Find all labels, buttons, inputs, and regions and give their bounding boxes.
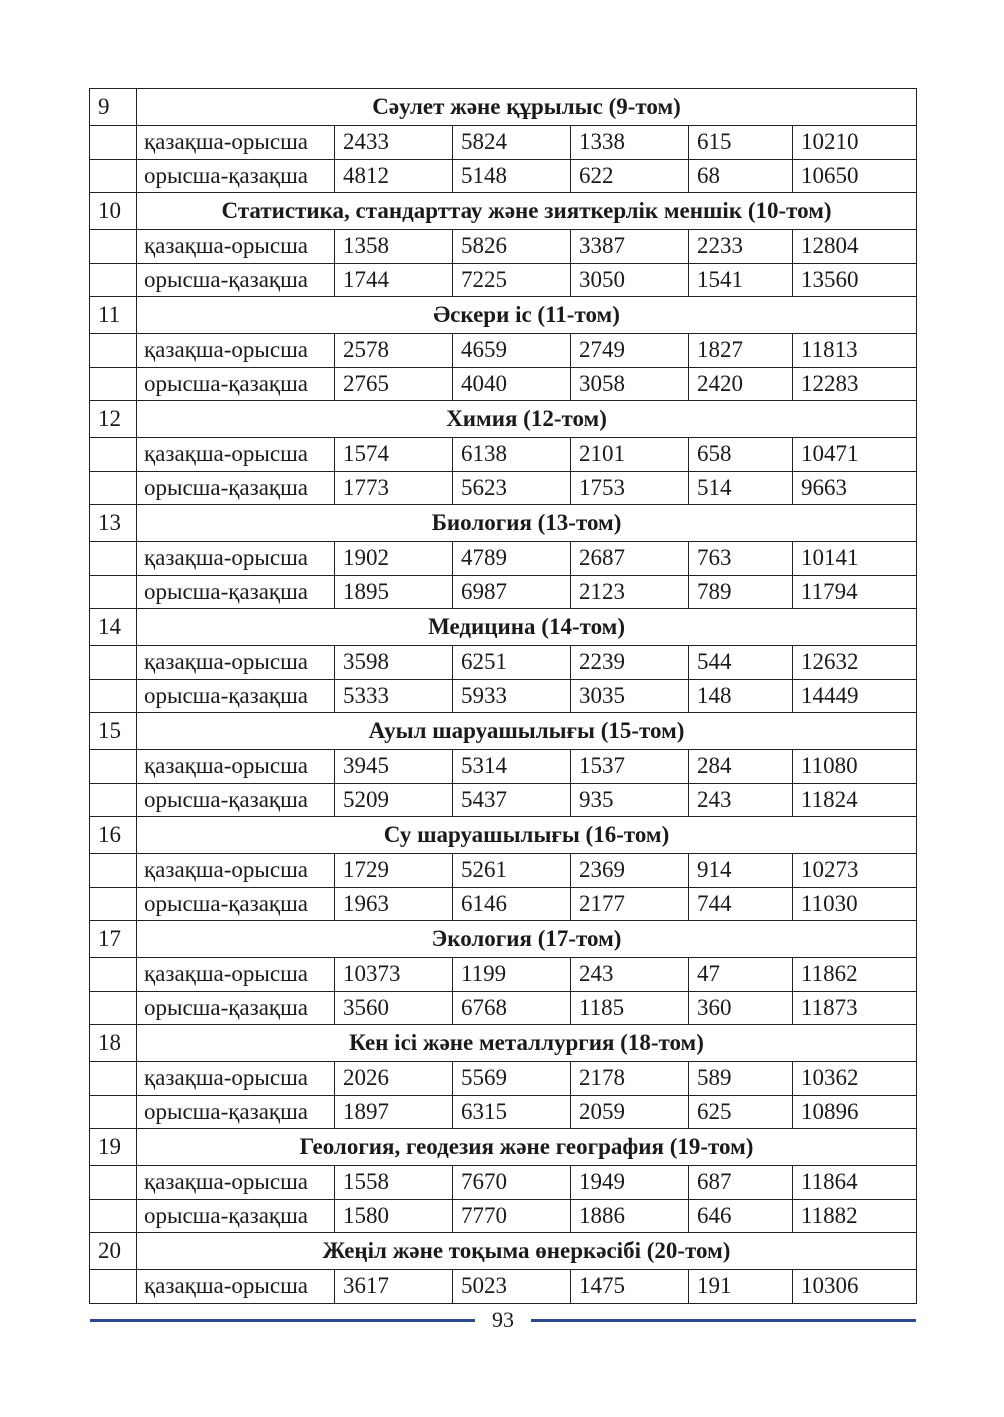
section-title: Әскери іс (11-том) (137, 297, 917, 334)
value-cell: 1949 (571, 1166, 689, 1200)
value-cell: 11080 (793, 750, 917, 784)
value-cell: 5333 (335, 679, 453, 713)
section-number: 20 (90, 1233, 137, 1270)
section-header-row (90, 401, 917, 438)
value-cell: 4659 (453, 334, 571, 368)
value-cell: 1537 (571, 750, 689, 784)
table-row (90, 126, 917, 160)
value-cell: 4789 (453, 542, 571, 576)
language-direction-cell: орысша-қазақша (137, 263, 335, 297)
value-cell: 1475 (571, 1270, 689, 1304)
value-cell: 13560 (793, 263, 917, 297)
table-row (90, 159, 917, 193)
section-number: 11 (90, 297, 137, 334)
language-direction-cell: орысша-қазақша (137, 1095, 335, 1129)
language-direction-cell: орысша-қазақша (137, 1199, 335, 1233)
table-row (90, 334, 917, 368)
value-cell: 4812 (335, 159, 453, 193)
value-cell: 11873 (793, 991, 917, 1025)
value-cell: 3035 (571, 679, 689, 713)
value-cell: 12632 (793, 646, 917, 680)
value-cell: 4040 (453, 367, 571, 401)
value-cell: 11824 (793, 783, 917, 817)
section-header-row (90, 193, 917, 230)
value-cell: 11794 (793, 575, 917, 609)
table-row (90, 230, 917, 264)
language-direction-cell: қазақша-орысша (137, 334, 335, 368)
section-header-row (90, 89, 917, 126)
value-cell: 1753 (571, 471, 689, 505)
value-cell: 2433 (335, 126, 453, 160)
table-row (90, 854, 917, 888)
empty-cell (90, 334, 137, 368)
section-number: 13 (90, 505, 137, 542)
section-number: 10 (90, 193, 137, 230)
value-cell: 10373 (335, 958, 453, 992)
language-direction-cell: қазақша-орысша (137, 958, 335, 992)
value-cell: 1902 (335, 542, 453, 576)
section-title: Медицина (14-том) (137, 609, 917, 646)
language-direction-cell: орысша-қазақша (137, 471, 335, 505)
value-cell: 544 (689, 646, 793, 680)
section-header-row (90, 1129, 917, 1166)
empty-cell (90, 542, 137, 576)
language-direction-cell: орысша-қазақша (137, 575, 335, 609)
section-header-row (90, 713, 917, 750)
empty-cell (90, 263, 137, 297)
value-cell: 11882 (793, 1199, 917, 1233)
section-title: Кен ісі және металлургия (18-том) (137, 1025, 917, 1062)
value-cell: 5023 (453, 1270, 571, 1304)
table-row (90, 367, 917, 401)
value-cell: 7225 (453, 263, 571, 297)
value-cell: 2420 (689, 367, 793, 401)
language-direction-cell: қазақша-орысша (137, 646, 335, 680)
value-cell: 2765 (335, 367, 453, 401)
value-cell: 5437 (453, 783, 571, 817)
table-row (90, 542, 917, 576)
table-row (90, 646, 917, 680)
table-row (90, 1166, 917, 1200)
value-cell: 12804 (793, 230, 917, 264)
section-title: Жеңіл және тоқыма өнеркәсібі (20-том) (137, 1233, 917, 1270)
value-cell: 5148 (453, 159, 571, 193)
value-cell: 2178 (571, 1062, 689, 1096)
section-header-row (90, 921, 917, 958)
table-row (90, 750, 917, 784)
value-cell: 6138 (453, 438, 571, 472)
empty-cell (90, 126, 137, 160)
value-cell: 9663 (793, 471, 917, 505)
section-title: Химия (12-том) (137, 401, 917, 438)
value-cell: 1744 (335, 263, 453, 297)
value-cell: 10362 (793, 1062, 917, 1096)
value-cell: 243 (571, 958, 689, 992)
value-cell: 2239 (571, 646, 689, 680)
value-cell: 6987 (453, 575, 571, 609)
empty-cell (90, 783, 137, 817)
language-direction-cell: қазақша-орысша (137, 542, 335, 576)
value-cell: 1541 (689, 263, 793, 297)
value-cell: 1558 (335, 1166, 453, 1200)
language-direction-cell: қазақша-орысша (137, 854, 335, 888)
value-cell: 514 (689, 471, 793, 505)
terminology-stats-table (89, 88, 917, 1304)
value-cell: 6315 (453, 1095, 571, 1129)
value-cell: 10650 (793, 159, 917, 193)
value-cell: 1895 (335, 575, 453, 609)
value-cell: 5933 (453, 679, 571, 713)
value-cell: 11813 (793, 334, 917, 368)
empty-cell (90, 1199, 137, 1233)
value-cell: 191 (689, 1270, 793, 1304)
footer-rule-right (531, 1319, 916, 1322)
section-title: Биология (13-том) (137, 505, 917, 542)
value-cell: 744 (689, 887, 793, 921)
value-cell: 3945 (335, 750, 453, 784)
empty-cell (90, 679, 137, 713)
empty-cell (90, 750, 137, 784)
language-direction-cell: орысша-қазақша (137, 367, 335, 401)
value-cell: 763 (689, 542, 793, 576)
value-cell: 284 (689, 750, 793, 784)
language-direction-cell: орысша-қазақша (137, 679, 335, 713)
value-cell: 5569 (453, 1062, 571, 1096)
value-cell: 615 (689, 126, 793, 160)
table-row (90, 991, 917, 1025)
empty-cell (90, 1095, 137, 1129)
section-title: Сәулет және құрылыс (9-том) (137, 89, 917, 126)
value-cell: 1729 (335, 854, 453, 888)
empty-cell (90, 854, 137, 888)
section-title: Экология (17-том) (137, 921, 917, 958)
empty-cell (90, 1270, 137, 1304)
empty-cell (90, 438, 137, 472)
empty-cell (90, 646, 137, 680)
section-header-row (90, 505, 917, 542)
footer-rule-left (90, 1319, 475, 1322)
language-direction-cell: орысша-қазақша (137, 991, 335, 1025)
section-header-row (90, 817, 917, 854)
value-cell: 1963 (335, 887, 453, 921)
value-cell: 3598 (335, 646, 453, 680)
value-cell: 1897 (335, 1095, 453, 1129)
value-cell: 3617 (335, 1270, 453, 1304)
value-cell: 10306 (793, 1270, 917, 1304)
table-row (90, 887, 917, 921)
value-cell: 3560 (335, 991, 453, 1025)
value-cell: 914 (689, 854, 793, 888)
page-footer (90, 1305, 916, 1335)
value-cell: 646 (689, 1199, 793, 1233)
value-cell: 1358 (335, 230, 453, 264)
value-cell: 12283 (793, 367, 917, 401)
section-number: 19 (90, 1129, 137, 1166)
value-cell: 935 (571, 783, 689, 817)
value-cell: 5209 (335, 783, 453, 817)
value-cell: 5824 (453, 126, 571, 160)
empty-cell (90, 575, 137, 609)
value-cell: 10273 (793, 854, 917, 888)
value-cell: 1338 (571, 126, 689, 160)
value-cell: 2059 (571, 1095, 689, 1129)
value-cell: 3058 (571, 367, 689, 401)
value-cell: 1574 (335, 438, 453, 472)
table-row (90, 958, 917, 992)
empty-cell (90, 991, 137, 1025)
value-cell: 1580 (335, 1199, 453, 1233)
value-cell: 68 (689, 159, 793, 193)
value-cell: 7770 (453, 1199, 571, 1233)
section-number: 17 (90, 921, 137, 958)
value-cell: 2026 (335, 1062, 453, 1096)
language-direction-cell: орысша-қазақша (137, 159, 335, 193)
value-cell: 1185 (571, 991, 689, 1025)
value-cell: 2687 (571, 542, 689, 576)
empty-cell (90, 159, 137, 193)
value-cell: 2101 (571, 438, 689, 472)
value-cell: 589 (689, 1062, 793, 1096)
language-direction-cell: қазақша-орысша (137, 126, 335, 160)
table-row (90, 679, 917, 713)
section-header-row (90, 609, 917, 646)
section-number: 15 (90, 713, 137, 750)
section-title: Ауыл шаруашылығы (15-том) (137, 713, 917, 750)
table-row (90, 1062, 917, 1096)
value-cell: 2749 (571, 334, 689, 368)
table-row (90, 471, 917, 505)
language-direction-cell: қазақша-орысша (137, 438, 335, 472)
empty-cell (90, 1062, 137, 1096)
empty-cell (90, 367, 137, 401)
value-cell: 1773 (335, 471, 453, 505)
language-direction-cell: қазақша-орысша (137, 230, 335, 264)
value-cell: 2123 (571, 575, 689, 609)
value-cell: 2233 (689, 230, 793, 264)
value-cell: 5314 (453, 750, 571, 784)
value-cell: 6768 (453, 991, 571, 1025)
value-cell: 622 (571, 159, 689, 193)
value-cell: 148 (689, 679, 793, 713)
value-cell: 687 (689, 1166, 793, 1200)
table-row (90, 1095, 917, 1129)
section-header-row (90, 1233, 917, 1270)
section-number: 9 (90, 89, 137, 126)
value-cell: 10896 (793, 1095, 917, 1129)
empty-cell (90, 1166, 137, 1200)
value-cell: 1199 (453, 958, 571, 992)
value-cell: 3050 (571, 263, 689, 297)
value-cell: 6146 (453, 887, 571, 921)
empty-cell (90, 958, 137, 992)
value-cell: 5261 (453, 854, 571, 888)
value-cell: 11030 (793, 887, 917, 921)
value-cell: 3387 (571, 230, 689, 264)
table-row (90, 1270, 917, 1304)
value-cell: 14449 (793, 679, 917, 713)
language-direction-cell: қазақша-орысша (137, 1166, 335, 1200)
section-number: 12 (90, 401, 137, 438)
value-cell: 5826 (453, 230, 571, 264)
section-number: 16 (90, 817, 137, 854)
table-row (90, 438, 917, 472)
value-cell: 11862 (793, 958, 917, 992)
value-cell: 10210 (793, 126, 917, 160)
section-header-row (90, 297, 917, 334)
section-number: 18 (90, 1025, 137, 1062)
empty-cell (90, 471, 137, 505)
value-cell: 789 (689, 575, 793, 609)
value-cell: 47 (689, 958, 793, 992)
table-row (90, 263, 917, 297)
value-cell: 1886 (571, 1199, 689, 1233)
value-cell: 2578 (335, 334, 453, 368)
value-cell: 360 (689, 991, 793, 1025)
value-cell: 2369 (571, 854, 689, 888)
value-cell: 6251 (453, 646, 571, 680)
section-title: Статистика, стандарттау және зияткерлік меншік (10-том) (137, 193, 917, 230)
value-cell: 1827 (689, 334, 793, 368)
value-cell: 243 (689, 783, 793, 817)
language-direction-cell: қазақша-орысша (137, 750, 335, 784)
value-cell: 625 (689, 1095, 793, 1129)
section-title: Геология, геодезия және география (19-том) (137, 1129, 917, 1166)
value-cell: 10141 (793, 542, 917, 576)
value-cell: 10471 (793, 438, 917, 472)
empty-cell (90, 887, 137, 921)
value-cell: 2177 (571, 887, 689, 921)
value-cell: 11864 (793, 1166, 917, 1200)
table-row (90, 783, 917, 817)
table-row (90, 575, 917, 609)
language-direction-cell: қазақша-орысша (137, 1062, 335, 1096)
value-cell: 5623 (453, 471, 571, 505)
value-cell: 7670 (453, 1166, 571, 1200)
empty-cell (90, 230, 137, 264)
table-row (90, 1199, 917, 1233)
language-direction-cell: орысша-қазақша (137, 887, 335, 921)
section-header-row (90, 1025, 917, 1062)
language-direction-cell: қазақша-орысша (137, 1270, 335, 1304)
section-number: 14 (90, 609, 137, 646)
language-direction-cell: орысша-қазақша (137, 783, 335, 817)
value-cell: 658 (689, 438, 793, 472)
page-number: 93 (492, 1307, 514, 1332)
section-title: Су шаруашылығы (16-том) (137, 817, 917, 854)
